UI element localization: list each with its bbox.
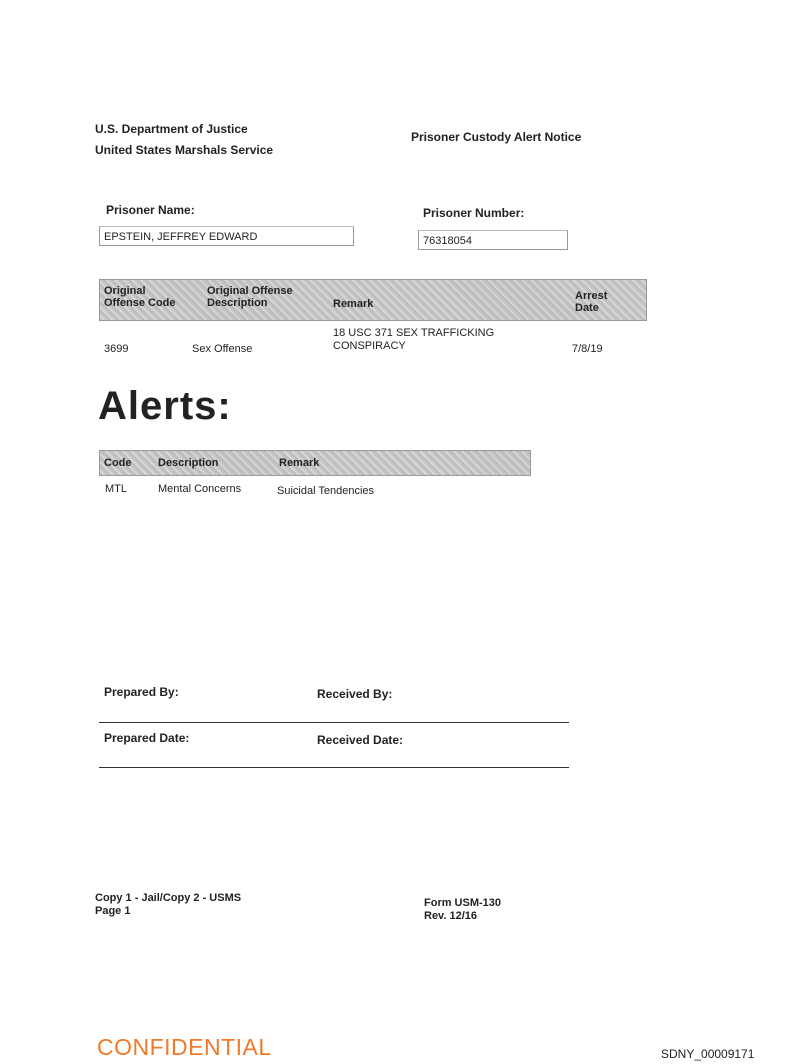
header-remark: Remark xyxy=(333,298,374,310)
copy-line: Copy 1 - Jail/Copy 2 - USMS xyxy=(95,892,242,904)
alerts-header-code: Code xyxy=(104,457,132,469)
signature-rule-2 xyxy=(99,767,569,768)
arrest-date-cell: 7/8/19 xyxy=(572,343,603,355)
header-offense-description xyxy=(207,285,293,309)
prisoner-number-label: Prisoner Number: xyxy=(423,206,525,220)
header-arrest-date-line2: Date xyxy=(575,302,599,314)
prisoner-name-field: EPSTEIN, JEFFREY EDWARD xyxy=(99,226,354,246)
offense-code-cell: 3699 xyxy=(104,343,129,355)
signature-rule-1 xyxy=(99,722,569,723)
document-title: Prisoner Custody Alert Notice xyxy=(411,130,582,144)
offense-remark-line1: 18 USC 371 SEX TRAFFICKING xyxy=(333,327,495,339)
offense-remark-line2: CONSPIRACY xyxy=(333,340,406,352)
rev-line: Rev. 12/16 xyxy=(424,910,478,922)
prepared-date-label: Prepared Date: xyxy=(104,731,190,745)
header-offense-code-line1: Original xyxy=(104,285,146,297)
offense-remark-cell xyxy=(333,327,494,353)
agency-line-1: U.S. Department of Justice xyxy=(95,122,248,136)
copy-distribution xyxy=(95,892,241,918)
received-by-label: Received By: xyxy=(317,687,393,701)
offense-description-cell: Sex Offense xyxy=(192,343,253,355)
form-identifier xyxy=(424,897,501,923)
alert-code-cell: MTL xyxy=(105,483,127,495)
bates-number: SDNY_00009171 xyxy=(661,1047,755,1061)
prisoner-name-label: Prisoner Name: xyxy=(106,203,195,217)
alerts-heading: Alerts: xyxy=(98,384,232,428)
header-offense-description-line2: Description xyxy=(207,297,268,309)
form-line: Form USM-130 xyxy=(424,897,502,909)
header-offense-code-line2: Offense Code xyxy=(104,297,176,309)
alerts-header-description: Description xyxy=(158,457,219,469)
agency-line-2: United States Marshals Service xyxy=(95,143,274,157)
header-arrest-date-line1: Arrest xyxy=(575,290,608,302)
alerts-header-remark: Remark xyxy=(279,457,320,469)
page-line: Page 1 xyxy=(95,905,131,917)
received-date-label: Received Date: xyxy=(317,733,404,747)
alert-description-cell: Mental Concerns xyxy=(158,483,242,495)
confidential-stamp: CONFIDENTIAL xyxy=(97,1034,272,1060)
header-arrest-date xyxy=(575,290,607,314)
header-offense-description-line1: Original Offense xyxy=(207,285,293,297)
header-offense-code xyxy=(104,285,176,309)
alert-remark-cell: Suicidal Tendencies xyxy=(277,485,375,497)
prepared-by-label: Prepared By: xyxy=(104,685,179,699)
prisoner-number-field: 76318054 xyxy=(418,230,568,250)
